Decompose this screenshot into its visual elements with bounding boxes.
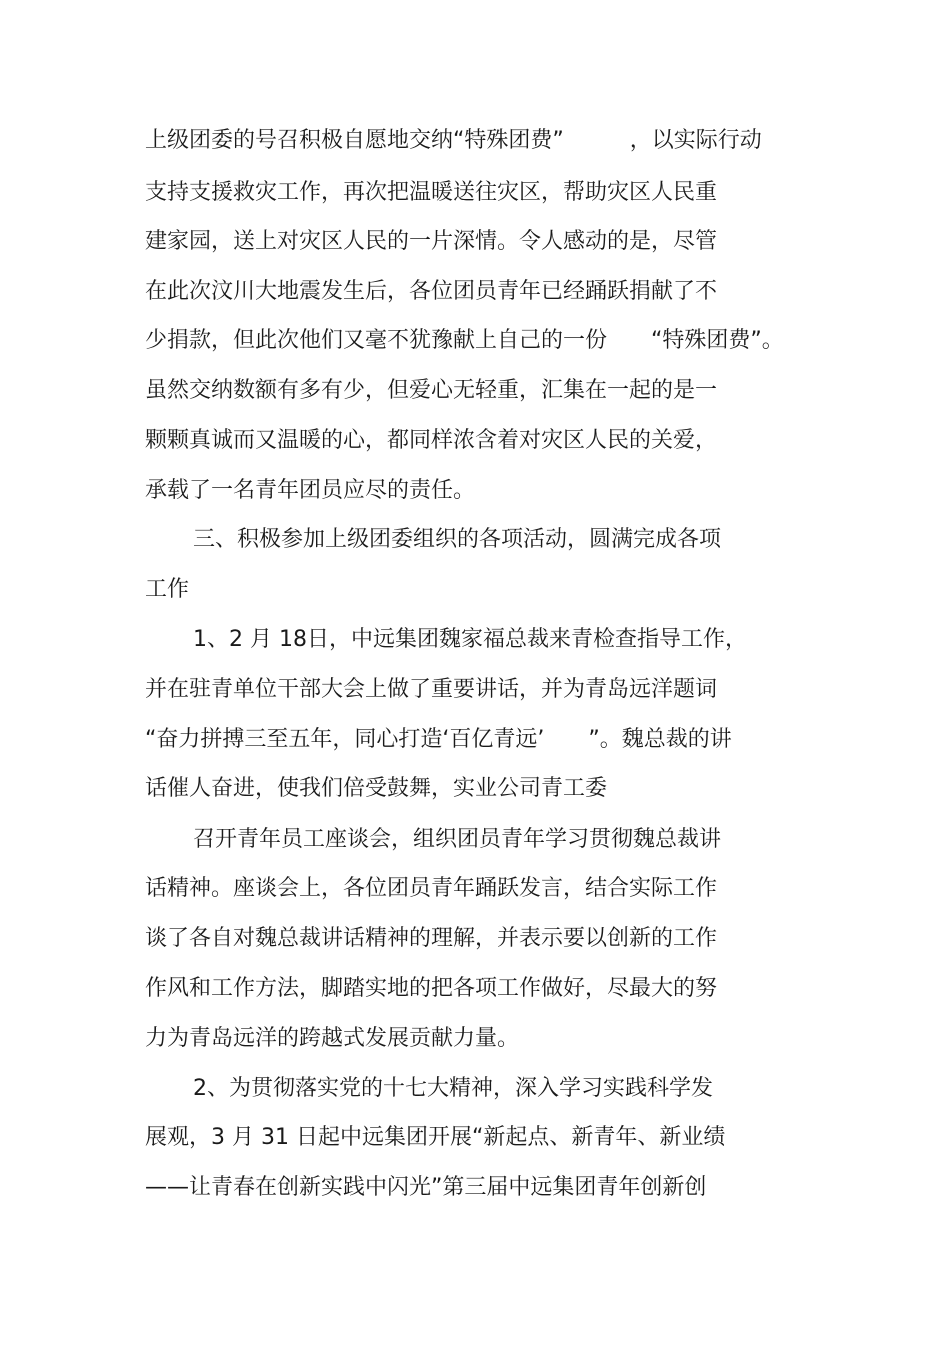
text-line: 在此次汶川大地震发生后，各位团员青年已经踊跃捐献了不 [145,279,718,304]
text-line: 建家园，送上对灾区人民的一片深情。令人感动的是，尽管 [145,229,718,254]
text-line: ——让青春在创新实践中闪光”第三届中远集团青年创新创 [145,1175,707,1200]
text-line: 并在驻青单位干部大会上做了重要讲话，并为青岛远洋题词 [145,677,718,702]
text-line: 承载了一名青年团员应尽的责任。 [145,478,476,503]
text-line: 作风和工作方法，脚踏实地的把各项工作做好，尽最大的努 [145,976,718,1001]
text-line: 1、2 月 18日，中远集团魏家福总裁来青检查指导工作， [193,627,747,652]
text-line: 2、为贯彻落实党的十七大精神，深入学习实践科学发 [193,1076,713,1101]
text-line: 少捐款，但此次他们又毫不犹豫献上自己的一份 “特殊团费”。 [145,328,784,353]
text-line: 话催人奋进，使我们倍受鼓舞，实业公司青工委 [145,776,608,801]
text-line: 话精神。座谈会上，各位团员青年踊跃发言，结合实际工作 [145,876,718,901]
text-line: 虽然交纳数额有多有少，但爱心无轻重，汇集在一起的是一 [145,378,718,403]
text-line: 力为青岛远洋的跨越式发展贡献力量。 [145,1026,520,1051]
text-line: “奋力拼搏三至五年，同心打造‘百亿青远’ ”。魏总裁的讲 [145,727,732,752]
text-line: 召开青年员工座谈会，组织团员青年学习贯彻魏总裁讲 [193,827,722,852]
text-line: 颗颗真诚而又温暖的心，都同样浓含着对灾区人民的关爱， [145,428,718,453]
section-heading-continued: 工作 [145,577,190,602]
section-heading: 三、积极参加上级团委组织的各项活动，圆满完成各项 [193,527,722,552]
text-line: 谈了各自对魏总裁讲话精神的理解，并表示要以创新的工作 [145,926,718,951]
text-line: 展观，3 月 31 日起中远集团开展“新起点、新青年、新业绩 [145,1125,726,1150]
text-line: 支持支援救灾工作，再次把温暖送往灾区，帮助灾区人民重 [145,180,718,205]
text-line: 上级团委的号召积极自愿地交纳“特殊团费” ，以实际行动 [145,128,762,153]
